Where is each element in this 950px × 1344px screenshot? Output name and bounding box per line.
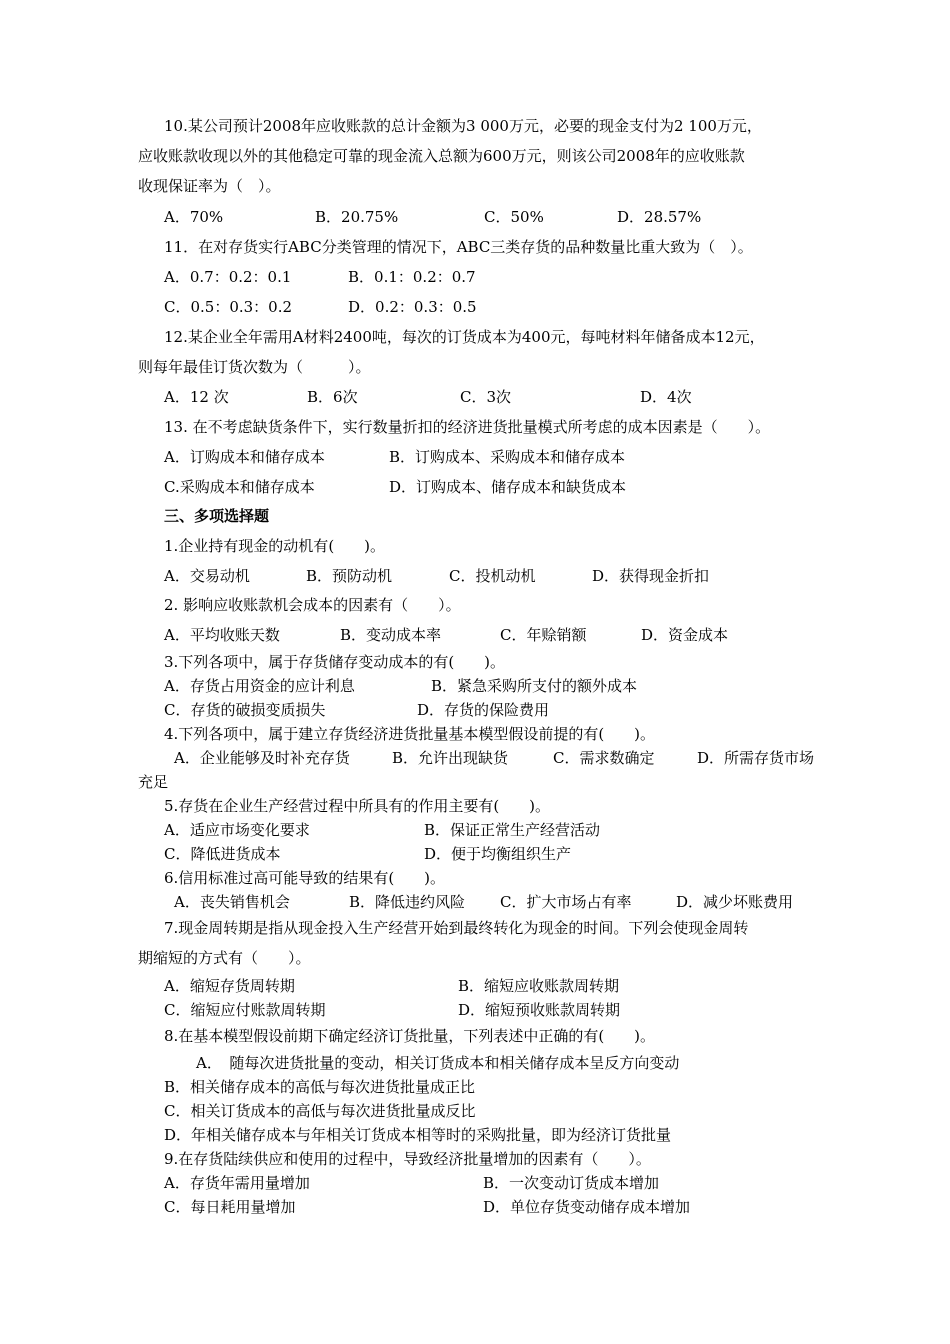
m6-stem: 6.信用标准过高可能导致的结果有( )。 [164, 869, 446, 887]
m8-stem: 8.在基本模型假设前期下确定经济订货批量，下列表述中正确的有( )。 [164, 1027, 656, 1045]
m2-option-d: D．资金成本 [641, 626, 729, 644]
m1-option-d: D．获得现金折扣 [592, 567, 710, 585]
q13-option-d: D．订购成本、储存成本和缺货成本 [389, 478, 627, 496]
m1-option-c: C．投机动机 [449, 567, 536, 585]
m4-option-a: A．企业能够及时补充存货 [174, 749, 350, 767]
q10-stem-line3: 收现保证率为（ ）。 [138, 177, 281, 195]
q10-option-c: C．50% [484, 208, 544, 226]
m8-option-c: C．相关订货成本的高低与每次进货批量成反比 [164, 1102, 476, 1120]
q13-option-a: A．订购成本和储存成本 [164, 448, 325, 466]
m2-option-b: B．变动成本率 [340, 626, 442, 644]
q10-option-a: A．70% [164, 208, 224, 226]
m7-stem-line1: 7.现金周转期是指从现金投入生产经营开始到最终转化为现金的时间。下列会使现金周转 [164, 919, 749, 937]
m6-option-b: B．降低违约风险 [349, 893, 466, 911]
m8-option-a: A． 随每次进货批量的变动，相关订货成本和相关储存成本呈反方向变动 [196, 1054, 680, 1072]
m3-stem: 3.下列各项中，属于存货储存变动成本的有( )。 [164, 653, 506, 671]
m5-option-c: C．降低进货成本 [164, 845, 281, 863]
m4-option-c: C．需求数确定 [553, 749, 655, 767]
m1-option-a: A．交易动机 [164, 567, 250, 585]
m1-stem: 1.企业持有现金的动机有( )。 [164, 537, 386, 555]
q11-option-c: C．0.5：0.3：0.2 [164, 298, 293, 316]
m3-option-d: D．存货的保险费用 [417, 701, 550, 719]
m7-stem-line2: 期缩短的方式有（ ）。 [138, 949, 311, 967]
q10-stem-line1: 10.某公司预计2008年应收账款的总计金额为3 000万元，必要的现金支付为2 100万元， [164, 117, 762, 135]
q10-stem-line2: 应收账款收现以外的其他稳定可靠的现金流入总额为600万元，则该公司2008年的应收账款 [138, 147, 745, 165]
m5-option-b: B．保证正常生产经营活动 [424, 821, 601, 839]
m3-option-b: B．紧急采购所支付的额外成本 [431, 677, 638, 695]
m5-option-a: A．适应市场变化要求 [164, 821, 310, 839]
m5-option-d: D．便于均衡组织生产 [424, 845, 572, 863]
m9-stem: 9.在存货陆续供应和使用的过程中，导致经济批量增加的因素有（ ）。 [164, 1150, 651, 1168]
m4-option-d: D．所需存货市场 [697, 749, 815, 767]
m2-stem: 2. 影响应收账款机会成本的因素有（ ）。 [164, 596, 461, 614]
q11-option-a: A．0.7：0.2：0.1 [164, 268, 292, 286]
q13-option-b: B．订购成本、采购成本和储存成本 [389, 448, 626, 466]
q11-option-d: D．0.2：0.3：0.5 [348, 298, 477, 316]
q12-option-b: B．6次 [307, 388, 358, 406]
q13-stem: 13. 在不考虑缺货条件下，实行数量折扣的经济进货批量模式所考虑的成本因素是（ ）。 [164, 418, 771, 436]
m4-option-b: B．允许出现缺货 [392, 749, 509, 767]
m3-option-a: A．存货占用资金的应计利息 [164, 677, 355, 695]
m7-option-a: A．缩短存货周转期 [164, 977, 295, 995]
q10-option-b: B．20.75% [315, 208, 399, 226]
m7-option-d: D．缩短预收账款周转期 [458, 1001, 621, 1019]
m6-option-a: A．丧失销售机会 [174, 893, 290, 911]
m4-stem: 4.下列各项中，属于建立存货经济进货批量基本模型假设前提的有( )。 [164, 725, 656, 743]
q12-option-a: A．12 次 [164, 388, 229, 406]
m1-option-b: B．预防动机 [306, 567, 393, 585]
m6-option-d: D．减少坏账费用 [676, 893, 794, 911]
m8-option-d: D．年相关储存成本与年相关订货成本相等时的采购批量，即为经济订货批量 [164, 1126, 672, 1144]
m9-option-a: A．存货年需用量增加 [164, 1174, 310, 1192]
m3-option-c: C．存货的破损变质损失 [164, 701, 326, 719]
q10-option-d: D．28.57% [617, 208, 702, 226]
m9-option-b: B．一次变动订货成本增加 [483, 1174, 660, 1192]
m8-option-b: B．相关储存成本的高低与每次进货批量成正比 [164, 1078, 476, 1096]
m9-option-d: D．单位存货变动储存成本增加 [483, 1198, 691, 1216]
q12-stem-line1: 12.某企业全年需用A材料2400吨，每次的订货成本为400元，每吨材料年储备成本12元， [164, 328, 765, 346]
q11-option-b: B．0.1：0.2：0.7 [348, 268, 476, 286]
m9-option-c: C．每日耗用量增加 [164, 1198, 296, 1216]
m4-option-d-continuation: 充足 [138, 773, 169, 791]
m2-option-c: C．年赊销额 [500, 626, 587, 644]
m7-option-c: C．缩短应付账款周转期 [164, 1001, 326, 1019]
q12-stem-line2: 则每年最佳订货次数为（ ）。 [138, 358, 371, 376]
m5-stem: 5.存货在企业生产经营过程中所具有的作用主要有( )。 [164, 797, 551, 815]
q13-option-c: C.采购成本和储存成本 [164, 478, 315, 496]
q12-option-c: C．3次 [460, 388, 512, 406]
m2-option-a: A．平均收账天数 [164, 626, 280, 644]
m7-option-b: B．缩短应收账款周转期 [458, 977, 620, 995]
q11-stem: 11．在对存货实行ABC分类管理的情况下，ABC三类存货的品种数量比重大致为（ ）。 [164, 238, 753, 256]
section-heading: 三、多项选择题 [164, 507, 270, 525]
m6-option-c: C．扩大市场占有率 [500, 893, 632, 911]
q12-option-d: D．4次 [640, 388, 692, 406]
